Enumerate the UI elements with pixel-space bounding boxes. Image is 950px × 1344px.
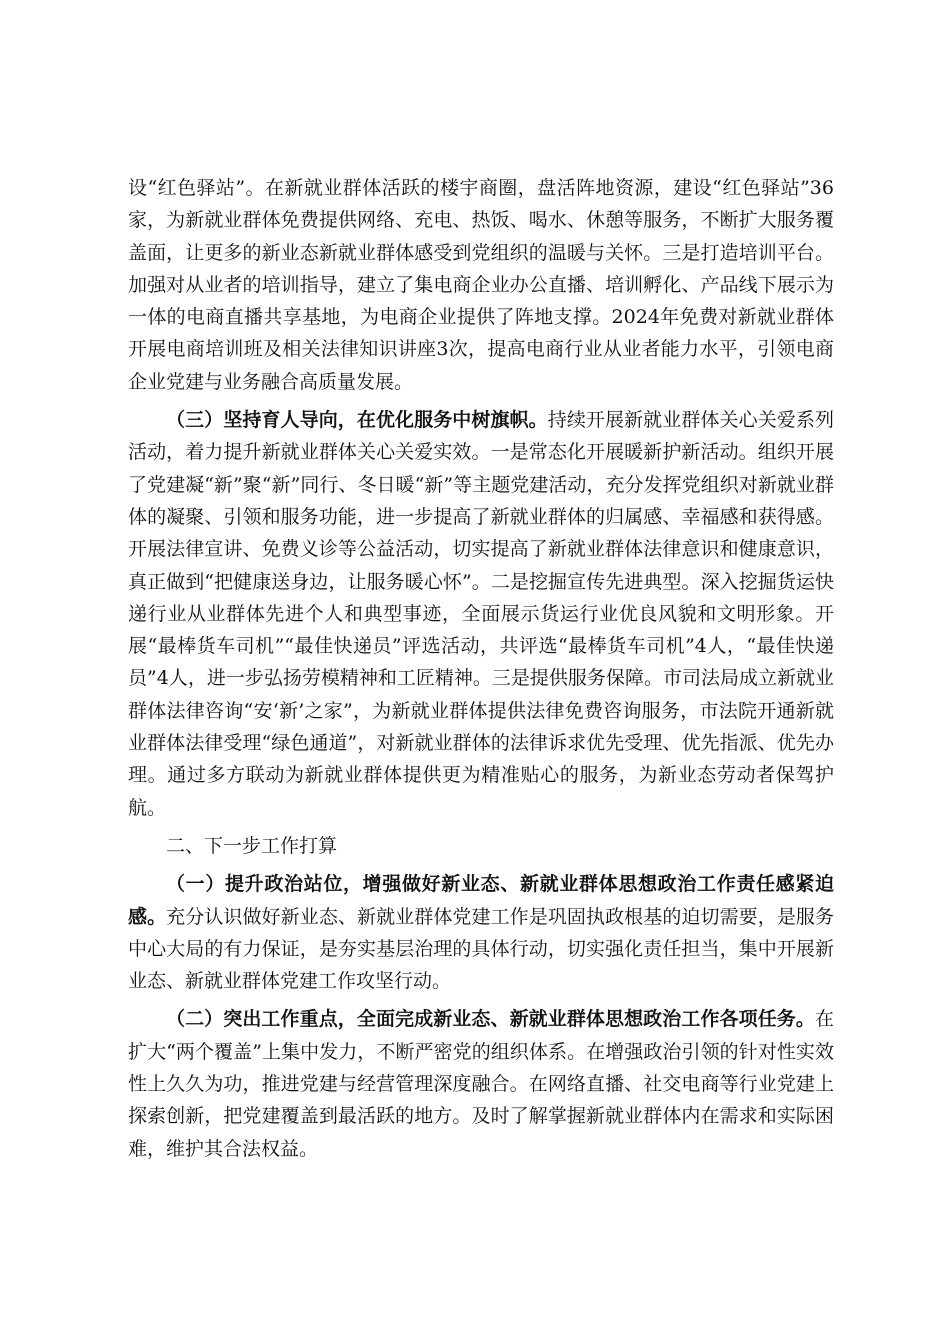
paragraph-political-stance xyxy=(128,868,834,997)
paragraph-education-orientation xyxy=(128,404,834,824)
document-page xyxy=(128,172,834,1171)
paragraph-heading: （一）提升政治站位，增强做好新业态、新就业群体思想政治工作责任感紧迫感。 xyxy=(128,873,834,928)
paragraph-red-station: 设“红色驿站”。在新就业群体活跃的楼宇商圈，盘活阵地资源，建设“红色驿站”36家，为新就业群体免费提供网络、充电、热饭、喝水、休憩等服务，不断扩大服务覆盖面，让更多的新业态新就业群体感受到党组织的温暖与关怀。三是打造培训平台。加强对从业者的培训指导，建立了集电商企业办公直播、培训孵化、产品线下展示为一体的电商直播共享基地，为电商企业提供了阵地支撑。2024年免费对新就业群体开展电商培训班及相关法律知识讲座3次，提高电商行业从业者能力水平，引领电商企业党建与业务融合高质量发展。 xyxy=(128,177,834,393)
paragraph-body: 在扩大“两个覆盖”上集中发力，不断严密党的组织体系。在增强政治引领的针对性实效性上久久为功，推进党建与经营管理深度融合。在网络直播、社交电商等行业党建上探索创新，把党建覆盖到最活跃的地方。及时了解掌握新就业群体内在需求和实际困难，维护其合法权益。 xyxy=(128,1008,834,1160)
paragraph-body: 充分认识做好新业态、新就业群体党建工作是巩固执政根基的迫切需要，是服务中心大局的有力保证，是夯实基层治理的具体行动，切实强化责任担当，集中开展新业态、新就业群体党建工作攻坚行动。 xyxy=(128,905,834,993)
section-heading-next-steps: 二、下一步工作打算 xyxy=(166,834,338,857)
paragraph-heading: （三）坚持育人导向，在优化服务中树旗帜。 xyxy=(166,409,548,432)
paragraph-work-priorities xyxy=(128,1003,834,1164)
paragraph-body: 持续开展新就业群体关心关爱系列活动，着力提升新就业群体关心关爱实效。一是常态化开展暖新护新活动。组织开展了党建凝“新”聚“新”同行、冬日暖“新”等主题党建活动，充分发挥党组织对新就业群体的凝聚、引领和服务功能，进一步提高了新就业群体的归属感、幸福感和获得感。开展法律宣讲、免费义诊等公益活动，切实提高了新就业群体法律意识和健康意识，真正做到“把健康送身边，让服务暖心怀”。二是挖掘宣传先进典型。深入挖掘货运快递行业从业群体先进个人和典型事迹，全面展示货运行业优良风貌和文明形象。开展“最棒货车司机”“最佳快递员”评选活动，共评选“最棒货车司机”4人，“最佳快递员”4人，进一步弘扬劳模精神和工匠精神。三是提供服务保障。市司法局成立新就业群体法律咨询“安‘新’之家”，为新就业群体提供法律免费咨询服务，市法院开通新就业群体法律受理“绿色通道”，对新就业群体的法律诉求优先受理、优先指派、优先办理。通过多方联动为新就业群体提供更为精准贴心的服务，为新业态劳动者保驾护航。 xyxy=(128,409,834,819)
paragraph-heading: （二）突出工作重点，全面完成新业态、新就业群体思想政治工作各项任务。 xyxy=(166,1008,815,1031)
